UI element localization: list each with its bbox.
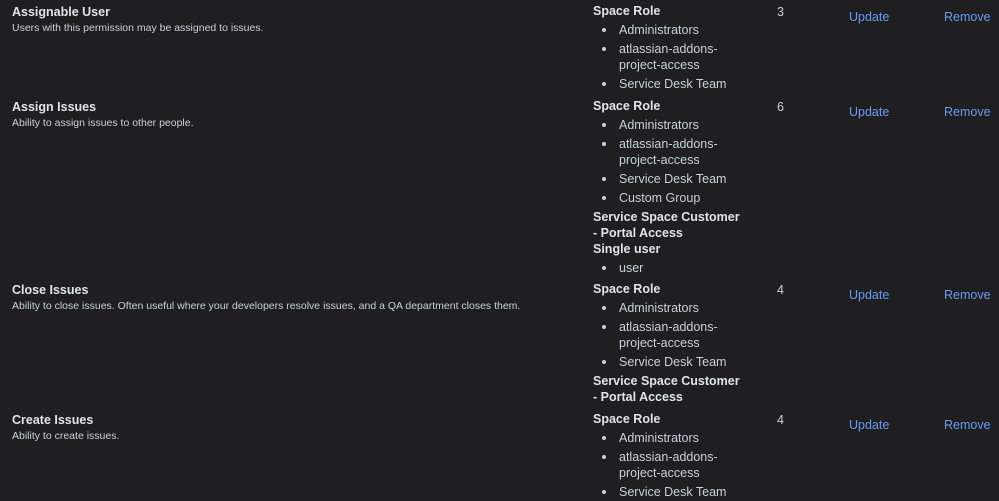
bullet-icon xyxy=(602,266,606,270)
grant-count: 4 xyxy=(777,283,784,297)
permission-description: Ability to close issues. Often useful where your developers resolve issues, and a QA department closes them. xyxy=(12,300,521,312)
grant-item: user xyxy=(593,260,743,276)
grant-item: atlassian-addons-project-access xyxy=(593,136,743,168)
grants-cell xyxy=(593,98,743,279)
grant-item: Service Desk Team xyxy=(593,484,743,500)
bullet-icon xyxy=(602,306,606,310)
permission-description: Users with this permission may be assigned to issues. xyxy=(12,22,264,34)
grant-count: 6 xyxy=(777,100,784,114)
grant-item: atlassian-addons-project-access xyxy=(593,319,743,351)
remove-link[interactable]: Remove xyxy=(944,105,991,119)
grant-item: Custom Group xyxy=(593,190,743,206)
grant-item: Administrators xyxy=(593,300,743,316)
permission-description: Ability to create issues. xyxy=(12,430,120,442)
update-link[interactable]: Update xyxy=(849,418,890,432)
permission-description: Ability to assign issues to other people. xyxy=(12,117,194,129)
remove-link[interactable]: Remove xyxy=(944,10,991,24)
permission-name: Close Issues xyxy=(12,283,89,297)
bullet-icon xyxy=(602,142,606,146)
bullet-icon xyxy=(602,360,606,364)
bullet-icon xyxy=(602,47,606,51)
grants-cell xyxy=(593,281,743,405)
grant-item: Administrators xyxy=(593,22,743,38)
grant-heading: Single user xyxy=(593,242,661,256)
bullet-icon xyxy=(602,28,606,32)
bullet-icon xyxy=(602,82,606,86)
grant-heading: Space Role xyxy=(593,4,661,18)
update-link[interactable]: Update xyxy=(849,105,890,119)
grant-item: atlassian-addons-project-access xyxy=(593,41,743,73)
grant-item: Administrators xyxy=(593,117,743,133)
update-link[interactable]: Update xyxy=(849,10,890,24)
remove-link[interactable]: Remove xyxy=(944,288,991,302)
grant-item: Service Desk Team xyxy=(593,76,743,92)
grant-item: Service Desk Team xyxy=(593,171,743,187)
permission-name: Create Issues xyxy=(12,413,94,427)
bullet-icon xyxy=(602,455,606,459)
grant-list xyxy=(593,430,743,500)
bullet-icon xyxy=(602,123,606,127)
bullet-icon xyxy=(602,490,606,494)
grant-item: Administrators xyxy=(593,430,743,446)
grant-list xyxy=(593,117,743,206)
bullet-icon xyxy=(602,196,606,200)
grant-count: 4 xyxy=(777,413,784,427)
grants-cell xyxy=(593,411,743,501)
permission-name: Assign Issues xyxy=(12,100,97,114)
grants-cell xyxy=(593,3,743,95)
remove-link[interactable]: Remove xyxy=(944,418,991,432)
permission-name: Assignable User xyxy=(12,5,110,19)
grant-count: 3 xyxy=(777,5,784,19)
grant-item: atlassian-addons-project-access xyxy=(593,449,743,481)
grant-heading: Space Role xyxy=(593,99,661,113)
grant-item: Service Desk Team xyxy=(593,354,743,370)
grant-heading: Service Space Customer - Portal Access xyxy=(593,374,740,404)
grant-heading: Space Role xyxy=(593,412,661,426)
grant-list xyxy=(593,260,743,276)
grant-heading: Service Space Customer - Portal Access xyxy=(593,210,740,240)
bullet-icon xyxy=(602,436,606,440)
bullet-icon xyxy=(602,177,606,181)
grant-list xyxy=(593,300,743,370)
bullet-icon xyxy=(602,325,606,329)
update-link[interactable]: Update xyxy=(849,288,890,302)
grant-heading: Space Role xyxy=(593,282,661,296)
grant-list xyxy=(593,22,743,92)
